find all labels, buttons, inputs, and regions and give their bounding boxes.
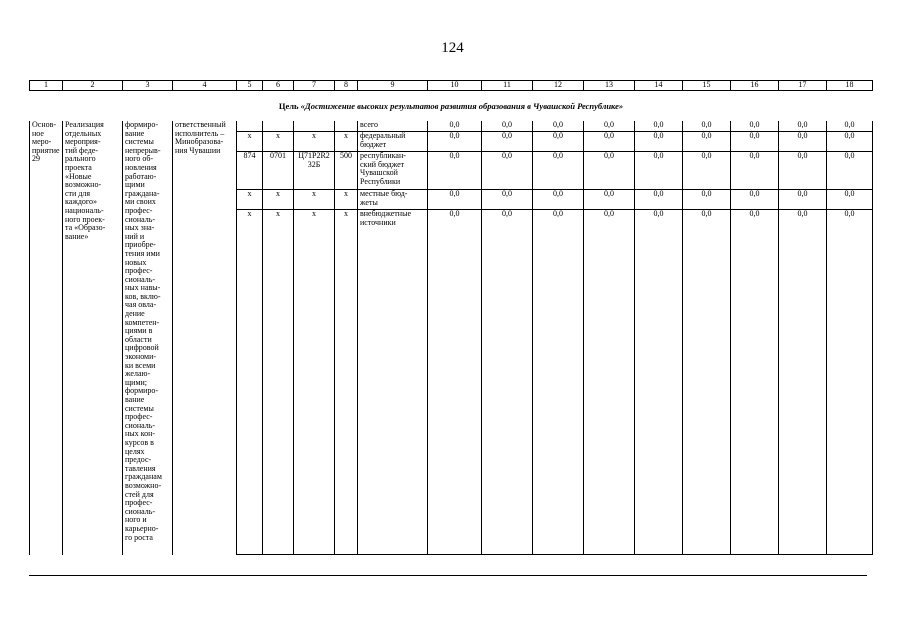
kbk-section-cell: x	[263, 210, 294, 555]
kbk-expense-type-cell: x	[335, 190, 358, 210]
goal-text: «Достижение высоких результатов развития образования в Чувашской Республике»	[300, 100, 624, 111]
amount-cell-year-8: 0,0	[779, 152, 827, 190]
amount-cell-year-6: 0,0	[683, 152, 731, 190]
amount-cell-year-9: 0,0	[827, 190, 873, 210]
column-number-2: 2	[63, 81, 123, 91]
column-number-9: 9	[358, 81, 428, 91]
amount-cell-year-9: 0,0	[827, 132, 873, 152]
amount-cell-year-6: 0,0	[683, 210, 731, 555]
column-number-14: 14	[635, 81, 683, 91]
column-number-3: 3	[123, 81, 173, 91]
kbk-section-cell: x	[263, 190, 294, 210]
amount-cell-year-8: 0,0	[779, 132, 827, 152]
amount-cell-year-2: 0,0	[482, 210, 533, 555]
event-name-cell: Реализация отдельных мероприя- тий феде- рального проекта «Новые возможно- сти для каждого» националь- ного проек- та «Образо- вание»	[63, 121, 123, 555]
column-number-8: 8	[335, 81, 358, 91]
amount-cell-year-1: 0,0	[428, 210, 482, 555]
kbk-expense-type-cell: x	[335, 210, 358, 555]
column-number-5: 5	[237, 81, 263, 91]
amount-cell-year-1: 0,0	[428, 121, 482, 132]
amount-cell-year-4: 0,0	[584, 132, 635, 152]
amount-cell-year-1: 0,0	[428, 190, 482, 210]
kbk-grbs-cell	[237, 121, 263, 132]
column-number-11: 11	[482, 81, 533, 91]
funding-source-cell: федеральный бюджет	[358, 132, 428, 152]
kbk-grbs-cell: x	[237, 132, 263, 152]
amount-cell-year-5: 0,0	[635, 132, 683, 152]
amount-cell-year-2: 0,0	[482, 152, 533, 190]
amount-cell-year-6: 0,0	[683, 121, 731, 132]
column-number-18: 18	[827, 81, 873, 91]
amount-cell-year-8: 0,0	[779, 121, 827, 132]
column-number-1: 1	[30, 81, 63, 91]
amount-cell-year-4: 0,0	[584, 210, 635, 555]
amount-cell-year-4: 0,0	[584, 121, 635, 132]
amount-cell-year-1: 0,0	[428, 132, 482, 152]
budget-table-container	[29, 80, 867, 555]
kbk-section-cell: 0701	[263, 152, 294, 190]
amount-cell-year-7: 0,0	[731, 132, 779, 152]
amount-cell-year-2: 0,0	[482, 121, 533, 132]
amount-cell-year-8: 0,0	[779, 190, 827, 210]
kbk-target-cell: x	[294, 190, 335, 210]
amount-cell-year-9: 0,0	[827, 152, 873, 190]
kbk-target-cell	[294, 121, 335, 132]
amount-cell-year-3: 0,0	[533, 121, 584, 132]
column-number-12: 12	[533, 81, 584, 91]
amount-cell-year-7: 0,0	[731, 190, 779, 210]
page-number: 124	[441, 40, 464, 56]
amount-cell-year-7: 0,0	[731, 210, 779, 555]
amount-cell-year-5: 0,0	[635, 210, 683, 555]
amount-cell-year-3: 0,0	[533, 132, 584, 152]
column-number-7: 7	[294, 81, 335, 91]
goal-prefix: Цель	[278, 100, 301, 111]
amount-cell-year-1: 0,0	[428, 152, 482, 190]
kbk-target-cell: x	[294, 132, 335, 152]
amount-cell-year-4: 0,0	[584, 190, 635, 210]
goal-heading	[30, 91, 873, 122]
funding-source-cell: внебюджетные источники	[358, 210, 428, 555]
column-number-15: 15	[683, 81, 731, 91]
amount-cell-year-4: 0,0	[584, 152, 635, 190]
kbk-target-cell: Ц71Р2R2 32Б	[294, 152, 335, 190]
column-number-16: 16	[731, 81, 779, 91]
amount-cell-year-9: 0,0	[827, 121, 873, 132]
responsible-cell: ответственный исполнитель – Минобразова- ния Чувашии	[173, 121, 237, 555]
kbk-grbs-cell: x	[237, 210, 263, 555]
amount-cell-year-5: 0,0	[635, 152, 683, 190]
amount-cell-year-7: 0,0	[731, 152, 779, 190]
amount-cell-year-6: 0,0	[683, 132, 731, 152]
column-number-10: 10	[428, 81, 482, 91]
column-number-4: 4	[173, 81, 237, 91]
amount-cell-year-3: 0,0	[533, 190, 584, 210]
bottom-rule	[29, 575, 867, 576]
event-description-cell: формиро- вание системы непрерыв- ного об- новления работаю- щими гражданa- ми своих профес- сиональ- ных зна- ний и приобре- тения ими новых профес- сиональ- ных навы- ков, вклю- чая овла- дение компетен- циями в области цифровой экономи- ки всеми желаю- щими; формиро- вание системы профес- сиональ- ных кон- курсов в целях предос- тавления гражданам возможно- стей для профес- сиональ- ного и карьерно- го роста	[123, 121, 173, 555]
amount-cell-year-8: 0,0	[779, 210, 827, 555]
amount-cell-year-3: 0,0	[533, 210, 584, 555]
kbk-expense-type-cell: x	[335, 132, 358, 152]
kbk-section-cell: x	[263, 132, 294, 152]
funding-source-cell: всего	[358, 121, 428, 132]
kbk-grbs-cell: 874	[237, 152, 263, 190]
funding-source-cell: республикан- ский бюджет Чувашской Республики	[358, 152, 428, 190]
amount-cell-year-3: 0,0	[533, 152, 584, 190]
finance-row	[30, 121, 873, 132]
amount-cell-year-5: 0,0	[635, 121, 683, 132]
amount-cell-year-9: 0,0	[827, 210, 873, 555]
column-number-13: 13	[584, 81, 635, 91]
kbk-grbs-cell: x	[237, 190, 263, 210]
column-number-6: 6	[263, 81, 294, 91]
kbk-section-cell	[263, 121, 294, 132]
funding-source-cell: местные бюд- жеты	[358, 190, 428, 210]
column-number-row	[30, 81, 873, 91]
goal-row	[30, 91, 873, 122]
column-number-17: 17	[779, 81, 827, 91]
amount-cell-year-2: 0,0	[482, 132, 533, 152]
kbk-expense-type-cell	[335, 121, 358, 132]
amount-cell-year-7: 0,0	[731, 121, 779, 132]
kbk-target-cell: x	[294, 210, 335, 555]
kbk-expense-type-cell: 500	[335, 152, 358, 190]
amount-cell-year-5: 0,0	[635, 190, 683, 210]
budget-table	[29, 80, 873, 555]
event-code-cell: Основ- ное меро- приятие 29	[30, 121, 63, 555]
amount-cell-year-6: 0,0	[683, 190, 731, 210]
amount-cell-year-2: 0,0	[482, 190, 533, 210]
